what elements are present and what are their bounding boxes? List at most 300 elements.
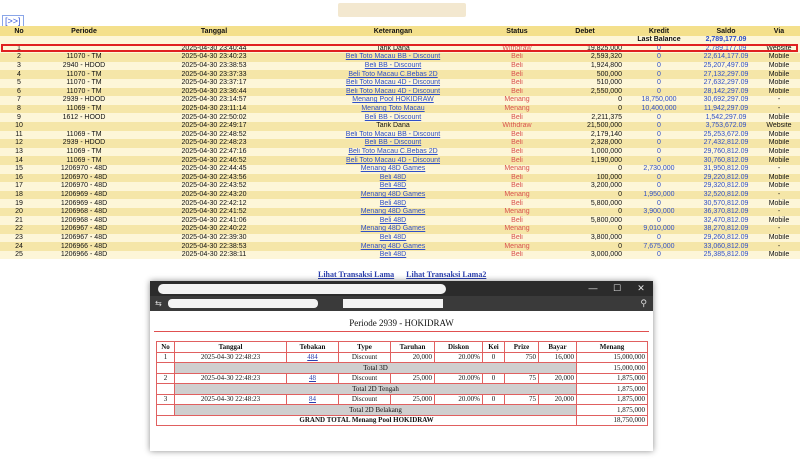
row-no: 17: [0, 182, 38, 191]
row-no: 3: [0, 62, 38, 71]
window-tab-bar: [150, 281, 653, 296]
row-no: 12: [0, 139, 38, 148]
row-saldo: 28,142,297.09: [694, 88, 758, 97]
table-row: [0, 191, 800, 200]
bet-tanggal: 2025-04-30 22:48:23: [175, 373, 287, 384]
row-periode: 1612 - HOOD: [38, 113, 130, 122]
table-row: [0, 53, 800, 62]
row-keterangan: [298, 251, 488, 260]
row-debet: 1,000,000: [546, 148, 624, 157]
row-debet: 5,800,000: [546, 216, 624, 225]
bet-tebakan-link[interactable]: 484: [307, 353, 318, 362]
row-debet: 1,190,000: [546, 156, 624, 165]
table-row: [0, 105, 800, 114]
row-keterangan: [298, 53, 488, 62]
table-row: [0, 113, 800, 122]
row-status: Beli: [488, 148, 546, 157]
bet-kei: 0: [483, 394, 505, 405]
bet-prize: 75: [505, 373, 539, 384]
row-no: 9: [0, 113, 38, 122]
row-status: Beli: [488, 251, 546, 260]
bet-menang: 1,875,000: [577, 373, 648, 384]
bet-column-header: Kei: [483, 342, 505, 353]
row-via: Website: [758, 45, 800, 54]
row-keterangan: Tarik Dana: [298, 122, 488, 131]
row-debet: 100,000: [546, 174, 624, 183]
row-via: Mobile: [758, 88, 800, 97]
site-settings-icon[interactable]: ⇆: [155, 299, 162, 308]
row-no: 7: [0, 96, 38, 105]
subtotal-row: [157, 384, 648, 395]
row-via: Mobile: [758, 131, 800, 140]
row-status: Beli: [488, 62, 546, 71]
row-via: Mobile: [758, 113, 800, 122]
redacted-window-tab[interactable]: [158, 284, 446, 294]
keterangan-link[interactable]: Beli Toto Macau 4D - Discount: [345, 79, 441, 87]
row-via: Mobile: [758, 182, 800, 191]
row-debet: 2,328,000: [546, 139, 624, 148]
row-via: Mobile: [758, 251, 800, 260]
row-periode: 11069 - TM: [38, 105, 130, 114]
row-saldo: 1,542,297.09: [694, 113, 758, 122]
row-via: Mobile: [758, 216, 800, 225]
table-row: [0, 251, 800, 260]
row-via: Mobile: [758, 156, 800, 165]
column-header: Periode: [38, 26, 130, 36]
row-periode: [38, 122, 130, 131]
row-saldo: 25,385,812.09: [694, 251, 758, 260]
row-no: 23: [0, 234, 38, 243]
bet-kei: 0: [483, 373, 505, 384]
row-kredit: 0: [624, 251, 694, 260]
keterangan-link[interactable]: Menang Pool HOKIDRAW: [352, 96, 434, 104]
column-header: Via: [758, 26, 800, 36]
row-via: Mobile: [758, 199, 800, 208]
row-saldo: 25,207,497.09: [694, 62, 758, 71]
row-keterangan: [298, 208, 488, 217]
last-balance-row: [0, 36, 800, 45]
row-saldo: 27,432,812.09: [694, 139, 758, 148]
row-periode: [38, 45, 130, 54]
table-row: [0, 96, 800, 105]
keterangan-link[interactable]: Beli Toto Macau 4D - Discount: [345, 87, 441, 95]
row-no: 5: [0, 79, 38, 88]
row-keterangan: [298, 234, 488, 243]
table-row: [0, 148, 800, 157]
table-row: [0, 88, 800, 97]
top-strip: [0, 0, 800, 26]
subtotal-label: Total 2D Belakang: [175, 405, 577, 416]
row-no: 18: [0, 191, 38, 200]
column-header: Kredit: [624, 26, 694, 36]
bet-prize: 75: [505, 394, 539, 405]
bet-tanggal: 2025-04-30 22:48:23: [175, 352, 287, 363]
row-saldo: 22,614,177.09: [694, 53, 758, 62]
row-via: Mobile: [758, 139, 800, 148]
bet-tebakan-cell: [287, 394, 339, 405]
keterangan-link[interactable]: Beli 48D: [379, 182, 407, 190]
row-kredit: 10,400,000: [624, 105, 694, 114]
row-saldo: 11,942,297.09: [694, 105, 758, 114]
row-saldo: 36,370,812.09: [694, 208, 758, 217]
row-debet: 19,825,000: [546, 45, 624, 54]
keterangan-link[interactable]: Menang 48D Games: [360, 225, 426, 233]
row-via: -: [758, 225, 800, 234]
row-status: Beli: [488, 174, 546, 183]
row-via: -: [758, 165, 800, 174]
row-debet: 2,593,320: [546, 53, 624, 62]
row-debet: 21,500,000: [546, 122, 624, 131]
row-keterangan: [298, 182, 488, 191]
row-no: 15: [0, 165, 38, 174]
row-saldo: 29,220,812.09: [694, 174, 758, 183]
title-divider: [154, 331, 649, 332]
bet-no: 2: [157, 373, 175, 384]
bet-detail-window: [150, 281, 653, 451]
row-keterangan: [298, 139, 488, 148]
address-bar: [150, 296, 653, 311]
row-status: Menang: [488, 165, 546, 174]
zoom-icon[interactable]: ⚲: [640, 298, 647, 308]
row-periode: 1206968 - 48D: [38, 216, 130, 225]
column-header: Debet: [546, 26, 624, 36]
row-no: 19: [0, 199, 38, 208]
keterangan-link[interactable]: Beli Toto Macau C.Bebas 2D: [348, 148, 438, 156]
bet-no: 1: [157, 352, 175, 363]
keterangan-link[interactable]: Beli BB - Discount: [364, 139, 422, 147]
bet-tebakan-cell: [287, 352, 339, 363]
row-saldo: 27,132,297.09: [694, 70, 758, 79]
row-debet: 0: [546, 191, 624, 200]
bet-kei: 0: [483, 352, 505, 363]
row-no: 4: [0, 70, 38, 79]
table-row: [0, 174, 800, 183]
bet-type: Discount: [339, 394, 391, 405]
row-debet: 0: [546, 165, 624, 174]
last-balance-value: 2,789,177.09: [694, 36, 758, 45]
bet-row: [157, 373, 648, 384]
table-row: [0, 79, 800, 88]
redacted-url[interactable]: [168, 299, 318, 308]
row-no: 14: [0, 156, 38, 165]
history-links: [318, 270, 496, 279]
row-status: Menang: [488, 225, 546, 234]
row-periode: 1206970 - 48D: [38, 174, 130, 183]
keterangan-link[interactable]: Menang 48D Games: [360, 165, 426, 173]
row-keterangan: [298, 216, 488, 225]
row-tanggal: 2025-04-30 22:38:53: [130, 242, 298, 251]
bet-column-header: Tanggal: [175, 342, 287, 353]
keterangan-link[interactable]: Beli 48D: [379, 216, 407, 224]
table-row: [0, 225, 800, 234]
row-saldo: 27,632,297.09: [694, 79, 758, 88]
row-debet: 2,179,140: [546, 131, 624, 140]
row-kredit: 0: [624, 122, 694, 131]
bet-menang: 15,000,000: [577, 352, 648, 363]
row-debet: 3,000,000: [546, 251, 624, 260]
row-saldo: 38,270,812.09: [694, 225, 758, 234]
bet-menang: 1,875,000: [577, 394, 648, 405]
row-keterangan: [298, 113, 488, 122]
row-tanggal: 2025-04-30 22:43:56: [130, 174, 298, 183]
row-tanggal: 2025-04-30 23:40:44: [130, 45, 298, 54]
subtotal-row: [157, 405, 648, 416]
table-row: [0, 165, 800, 174]
row-debet: 0: [546, 105, 624, 114]
bet-type: Discount: [339, 352, 391, 363]
keterangan-link[interactable]: Beli 48D: [379, 251, 407, 259]
row-status: Beli: [488, 113, 546, 122]
row-tanggal: 2025-04-30 22:44:45: [130, 165, 298, 174]
row-tanggal: 2025-04-30 22:49:17: [130, 122, 298, 131]
row-no: 2: [0, 53, 38, 62]
row-kredit: 3,900,000: [624, 208, 694, 217]
row-via: -: [758, 191, 800, 200]
bet-column-header: Diskon: [435, 342, 483, 353]
bet-bayar: 20,000: [539, 373, 577, 384]
bet-detail-table: [156, 341, 648, 426]
table-row: [0, 70, 800, 79]
table-row: [0, 242, 800, 251]
row-keterangan: [298, 62, 488, 71]
row-saldo: 29,320,812.09: [694, 182, 758, 191]
row-keterangan: [298, 70, 488, 79]
row-tanggal: 2025-04-30 22:42:12: [130, 199, 298, 208]
keterangan-link[interactable]: Menang Toto Macau: [361, 105, 425, 113]
row-kredit: 0: [624, 148, 694, 157]
row-no: 25: [0, 251, 38, 260]
row-no: 24: [0, 242, 38, 251]
bet-tebakan-cell: [287, 373, 339, 384]
keterangan-link[interactable]: Beli Toto Macau BB - Discount: [345, 53, 441, 61]
subtotal-spacer: [157, 384, 175, 395]
row-tanggal: 2025-04-30 22:43:52: [130, 182, 298, 191]
row-debet: 0: [546, 96, 624, 105]
row-saldo: 30,692,297.09: [694, 96, 758, 105]
row-saldo: 33,060,812.09: [694, 242, 758, 251]
row-periode: 2939 - HDOD: [38, 96, 130, 105]
row-debet: 3,200,000: [546, 182, 624, 191]
row-periode: 11070 - TM: [38, 70, 130, 79]
column-header: Tanggal: [130, 26, 298, 36]
row-keterangan: [298, 88, 488, 97]
row-status: Beli: [488, 70, 546, 79]
table-row: [0, 156, 800, 165]
table-header-row: [0, 26, 800, 36]
row-tanggal: 2025-04-30 22:48:23: [130, 139, 298, 148]
row-status: Beli: [488, 216, 546, 225]
row-periode: 1206969 - 48D: [38, 199, 130, 208]
row-status: Beli: [488, 88, 546, 97]
row-status: Beli: [488, 156, 546, 165]
row-debet: 0: [546, 242, 624, 251]
keterangan-link[interactable]: Menang 48D Games: [360, 242, 426, 250]
bet-column-header: Tebakan: [287, 342, 339, 353]
subtotal-spacer: [157, 363, 175, 374]
row-saldo: 3,753,672.09: [694, 122, 758, 131]
redacted-site-title: [338, 3, 466, 17]
column-header: Keterangan: [298, 26, 488, 36]
row-kredit: 0: [624, 174, 694, 183]
row-via: Website: [758, 122, 800, 131]
row-via: Mobile: [758, 53, 800, 62]
row-keterangan: Tarik Dana: [298, 45, 488, 54]
row-no: 13: [0, 148, 38, 157]
row-periode: 11070 - TM: [38, 79, 130, 88]
row-keterangan: [298, 156, 488, 165]
keterangan-link[interactable]: Beli 48D: [379, 173, 407, 181]
row-status: Beli: [488, 53, 546, 62]
row-tanggal: 2025-04-30 22:41:06: [130, 216, 298, 225]
keterangan-link[interactable]: Menang 48D Games: [360, 208, 426, 216]
table-row: [0, 216, 800, 225]
maximize-icon[interactable]: ☐: [612, 283, 622, 293]
bet-tanggal: 2025-04-30 22:48:23: [175, 394, 287, 405]
column-header: Saldo: [694, 26, 758, 36]
row-no: 22: [0, 225, 38, 234]
row-tanggal: 2025-04-30 22:41:52: [130, 208, 298, 217]
close-icon[interactable]: ✕: [637, 283, 645, 293]
row-kredit: 2,730,000: [624, 165, 694, 174]
keterangan-link[interactable]: Beli Toto Macau BB - Discount: [345, 130, 441, 138]
row-debet: 2,211,375: [546, 113, 624, 122]
row-no: 10: [0, 122, 38, 131]
bet-header-row: [157, 342, 648, 353]
last-balance-label: Last Balance: [624, 36, 694, 45]
row-kredit: 0: [624, 70, 694, 79]
row-kredit: 18,750,000: [624, 96, 694, 105]
bet-diskon: 20.00%: [435, 394, 483, 405]
bet-column-header: No: [157, 342, 175, 353]
row-status: Menang: [488, 242, 546, 251]
period-title: Periode 2939 - HOKIDRAW: [349, 318, 454, 328]
row-debet: 0: [546, 225, 624, 234]
table-row: [0, 182, 800, 191]
row-via: Mobile: [758, 148, 800, 157]
row-periode: 1206966 - 48D: [38, 242, 130, 251]
row-keterangan: [298, 174, 488, 183]
row-status: Menang: [488, 105, 546, 114]
row-keterangan: [298, 105, 488, 114]
row-via: -: [758, 96, 800, 105]
row-kredit: 0: [624, 234, 694, 243]
row-no: 21: [0, 216, 38, 225]
row-via: Mobile: [758, 174, 800, 183]
row-periode: 11069 - TM: [38, 156, 130, 165]
row-debet: 510,000: [546, 79, 624, 88]
minimize-icon[interactable]: —: [588, 283, 598, 293]
table-row: [0, 62, 800, 71]
row-saldo: 2,789,177.09: [694, 45, 758, 54]
row-via: Mobile: [758, 234, 800, 243]
row-kredit: 0: [624, 79, 694, 88]
row-no: 8: [0, 105, 38, 114]
row-periode: 11070 - TM: [38, 53, 130, 62]
row-status: Menang: [488, 208, 546, 217]
row-tanggal: 2025-04-30 22:39:30: [130, 234, 298, 243]
row-tanggal: 2025-04-30 22:48:52: [130, 131, 298, 140]
subtotal-value: 1,875,000: [577, 405, 648, 416]
row-periode: 1206966 - 48D: [38, 251, 130, 260]
row-keterangan: [298, 148, 488, 157]
keterangan-link[interactable]: Menang 48D Games: [360, 190, 426, 198]
row-via: Mobile: [758, 79, 800, 88]
keterangan-link[interactable]: Beli 48D: [379, 233, 407, 241]
row-periode: 1206969 - 48D: [38, 191, 130, 200]
bet-column-header: Bayar: [539, 342, 577, 353]
row-kredit: 0: [624, 62, 694, 71]
row-tanggal: 2025-04-30 22:46:52: [130, 156, 298, 165]
bet-taruhan: 20,000: [391, 352, 435, 363]
row-saldo: 32,470,812.09: [694, 216, 758, 225]
column-header: No: [0, 26, 38, 36]
row-tanggal: 2025-04-30 23:38:53: [130, 62, 298, 71]
row-keterangan: [298, 165, 488, 174]
row-tanggal: 2025-04-30 22:40:22: [130, 225, 298, 234]
row-keterangan: [298, 242, 488, 251]
grand-total-value: 18,750,000: [577, 415, 648, 426]
bet-taruhan: 25,000: [391, 394, 435, 405]
row-tanggal: 2025-04-30 23:14:57: [130, 96, 298, 105]
row-debet: 0: [546, 208, 624, 217]
back-link[interactable]: [>>]: [2, 15, 24, 27]
row-kredit: 0: [624, 216, 694, 225]
keterangan-link[interactable]: Beli BB - Discount: [364, 113, 422, 121]
old-transactions-link[interactable]: Lihat Transaksi Lama: [318, 270, 395, 279]
row-status: Beli: [488, 234, 546, 243]
bet-column-header: Type: [339, 342, 391, 353]
row-saldo: 25,253,672.09: [694, 131, 758, 140]
subtotal-value: 15,000,000: [577, 363, 648, 374]
row-status: Menang: [488, 191, 546, 200]
row-periode: 1206967 - 48D: [38, 225, 130, 234]
row-saldo: 32,520,812.09: [694, 191, 758, 200]
row-keterangan: [298, 96, 488, 105]
row-tanggal: 2025-04-30 22:50:02: [130, 113, 298, 122]
bet-diskon: 20.00%: [435, 352, 483, 363]
row-debet: 2,550,000: [546, 88, 624, 97]
grand-total-row: [157, 415, 648, 426]
row-tanggal: 2025-04-30 23:37:17: [130, 79, 298, 88]
keterangan-link[interactable]: Beli BB - Discount: [364, 62, 422, 70]
table-row: [0, 139, 800, 148]
row-no: 1: [0, 45, 38, 54]
row-periode: 1206970 - 48D: [38, 165, 130, 174]
row-kredit: 0: [624, 139, 694, 148]
subtotal-label: Total 2D Tengah: [175, 384, 577, 395]
row-kredit: 0: [624, 88, 694, 97]
row-tanggal: 2025-04-30 23:37:33: [130, 70, 298, 79]
row-status: Beli: [488, 131, 546, 140]
row-status: Withdraw: [488, 122, 546, 131]
keterangan-link[interactable]: Beli Toto Macau C.Bebas 2D: [348, 70, 438, 78]
keterangan-link[interactable]: Beli Toto Macau 4D - Discount: [345, 156, 441, 164]
row-debet: 1,924,800: [546, 62, 624, 71]
row-status: Beli: [488, 79, 546, 88]
row-tanggal: 2025-04-30 23:36:44: [130, 88, 298, 97]
table-row: [0, 131, 800, 140]
row-tanggal: 2025-04-30 22:38:11: [130, 251, 298, 260]
bet-tebakan-link[interactable]: 84: [309, 395, 316, 404]
bet-tebakan-link[interactable]: 48: [309, 374, 316, 383]
row-kredit: 0: [624, 182, 694, 191]
keterangan-link[interactable]: Beli 48D: [379, 199, 407, 207]
row-status: Beli: [488, 182, 546, 191]
bet-column-header: Menang: [577, 342, 648, 353]
old-transactions-2-link[interactable]: Lihat Transaksi Lama2: [406, 270, 487, 279]
bet-bayar: 16,000: [539, 352, 577, 363]
row-no: 6: [0, 88, 38, 97]
